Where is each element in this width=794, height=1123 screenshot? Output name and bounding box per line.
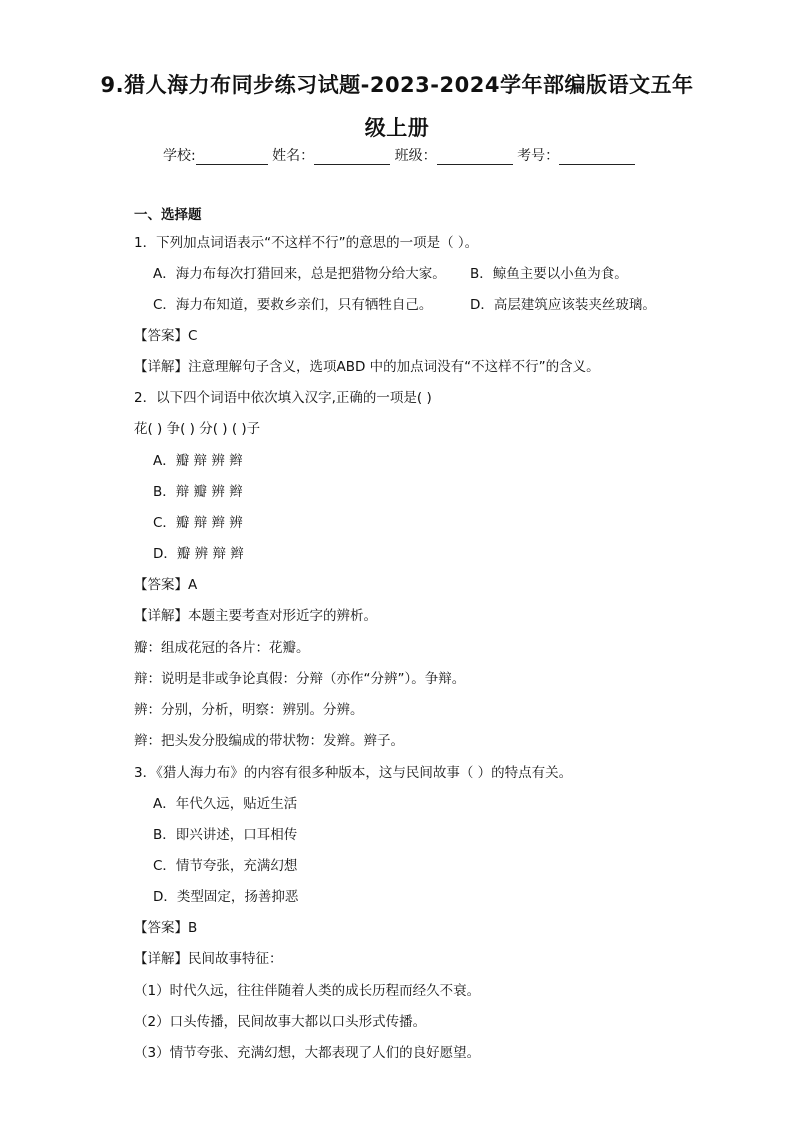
q3-detail [134, 950, 283, 968]
school-blank[interactable] [196, 150, 268, 165]
class-blank[interactable] [437, 150, 513, 165]
q2-option-c[interactable]: C．瓣 辩 辫 辨 [153, 515, 243, 531]
q3-point-1: （1）时代久远，往往伴随着人类的成长历程而经久不衰。 [134, 983, 481, 999]
q2-detail [134, 607, 377, 625]
q1-option-a[interactable]: A．海力布每次打猎回来，总是把猎物分给大家。 [153, 266, 446, 282]
class-label: 班级： [394, 148, 437, 164]
q2-blanks: 花( ) 争( ) 分( ) ( )子 [134, 421, 261, 437]
q3-answer: 【答案】B [134, 920, 198, 936]
q3-option-c[interactable]: C．情节夸张，充满幻想 [153, 858, 298, 874]
q2-explain-2: 辩：说明是非或争论真假：分辩（亦作“分辨”）。争辩。 [134, 671, 466, 687]
document-title-line2: 级上册 [364, 116, 430, 140]
q1-option-c[interactable]: C．海力布知道，要救乡亲们，只有牺牲自己。 [153, 297, 433, 313]
document-title-line1: 9.猎人海力布同步练习试题-2023-2024学年部编版语文五年 [100, 73, 694, 97]
q3-option-d[interactable]: D．类型固定，扬善抑恶 [153, 889, 299, 905]
detail-label: 【详解】 [134, 359, 188, 375]
q1-option-d[interactable]: D．高层建筑应该装夹丝玻璃。 [470, 297, 656, 313]
name-blank[interactable] [314, 150, 390, 165]
student-info-row [163, 145, 635, 165]
q2-option-a[interactable]: A．瓣 辩 辨 辫 [153, 453, 243, 469]
section-heading: 一、选择题 [134, 207, 202, 223]
number-blank[interactable] [559, 150, 635, 165]
name-label: 姓名： [272, 148, 315, 164]
detail-text: 本题主要考查对形近字的辨析。 [188, 608, 377, 624]
q2-option-d[interactable]: D．瓣 辨 辩 辫 [153, 546, 244, 562]
q3-option-a[interactable]: A．年代久远，贴近生活 [153, 796, 298, 812]
q1-answer: 【答案】C [134, 328, 198, 344]
q3-point-3: （3）情节夸张、充满幻想，大都表现了人们的良好愿望。 [134, 1045, 481, 1061]
q3-stem: 3．《猎人海力布》的内容有很多种版本，这与民间故事（ ）的特点有关。 [134, 765, 573, 781]
detail-text: 注意理解句子含义，选项ABD 中的加点词没有“不这样不行”的含义。 [188, 359, 600, 375]
q1-detail [134, 358, 600, 376]
q2-option-b[interactable]: B．辩 瓣 辨 辫 [153, 484, 243, 500]
detail-label: 【详解】 [134, 608, 188, 624]
q2-explain-3: 辨：分别，分析，明察：辨别。分辨。 [134, 702, 364, 718]
school-label: 学校: [163, 148, 196, 164]
q3-point-2: （2）口头传播，民间故事大都以口头形式传播。 [134, 1014, 427, 1030]
q1-option-b[interactable]: B．鲸鱼主要以小鱼为食。 [470, 266, 628, 282]
q3-option-b[interactable]: B．即兴讲述，口耳相传 [153, 827, 298, 843]
q2-explain-4: 辫：把头发分股编成的带状物：发辫。辫子。 [134, 733, 404, 749]
detail-text: 民间故事特征： [188, 951, 283, 967]
q2-answer: 【答案】A [134, 577, 198, 593]
q2-stem: 2．以下四个词语中依次填入汉字,正确的一项是( ) [134, 390, 432, 406]
number-label: 考号： [517, 148, 560, 164]
detail-label: 【详解】 [134, 951, 188, 967]
q1-stem: 1．下列加点词语表示“不这样不行”的意思的一项是（ ）。 [134, 235, 479, 251]
q2-explain-1: 瓣：组成花冠的各片：花瓣。 [134, 640, 310, 656]
